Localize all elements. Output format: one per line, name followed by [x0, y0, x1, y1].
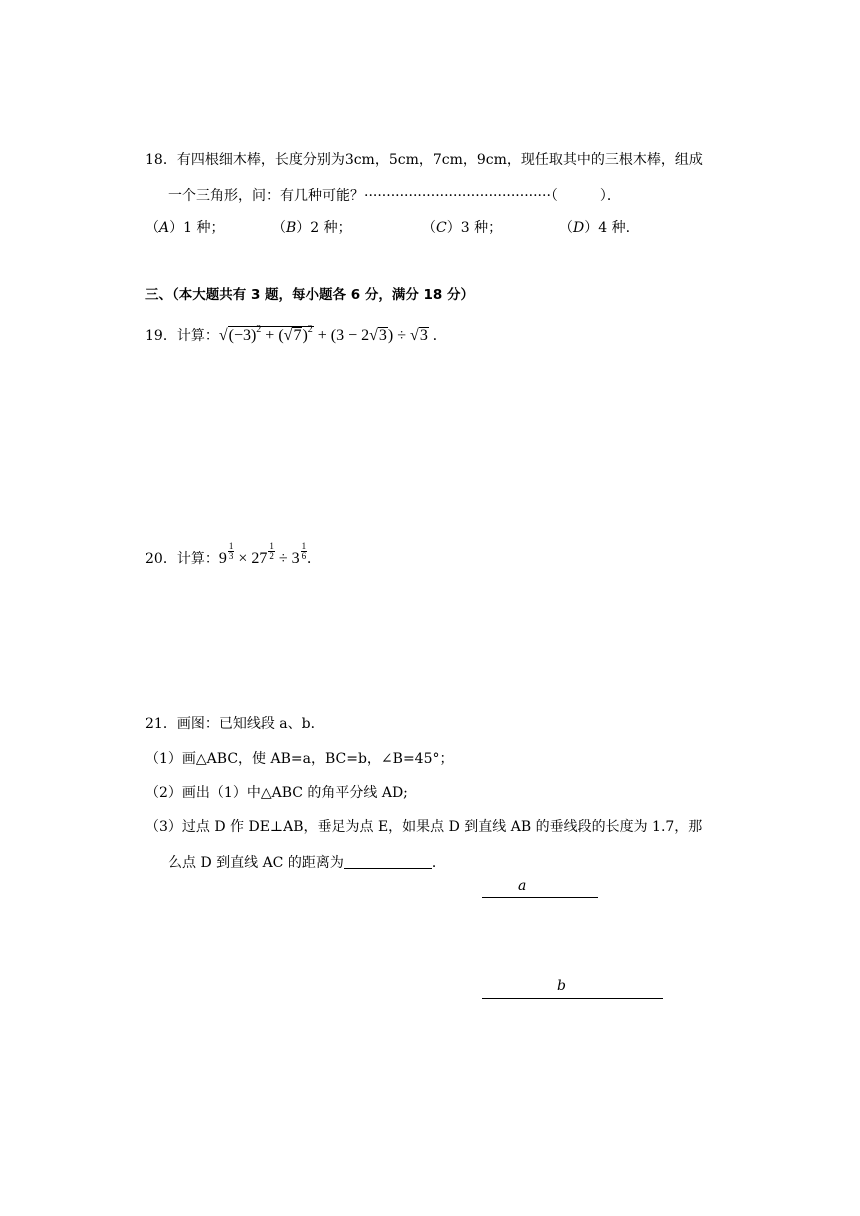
q21-step2: （2）画出（1）中△ABC 的角平分线 AD;: [145, 785, 408, 801]
option-text: 3 种；: [460, 220, 503, 236]
segment-a-label: a: [518, 878, 527, 894]
section-heading: 三、（本大题共有 3 题，每小题各 6 分，满分 18 分）: [145, 287, 475, 303]
option-letter: D: [573, 220, 585, 236]
answer-blank: [344, 856, 432, 869]
q18-option-a: （A）1 种；: [145, 220, 225, 236]
option-letter: C: [436, 220, 447, 236]
q21-step3-line2: 么点 D 到直线 AC 的距离为 ．: [168, 855, 446, 871]
q18-line2: 一个三角形，问：有几种可能？··········································（ ）．: [168, 188, 621, 204]
q21-step3-text: 么点 D 到直线 AC 的距离为: [168, 855, 344, 871]
q20-prefix: 20．计算：: [145, 551, 219, 567]
q18-option-d: （D）4 种.: [559, 220, 631, 236]
q18-line1: 18．有四根细木棒，长度分别为3cm，5cm，7cm，9cm，现任取其中的三根木棒，组成: [145, 152, 703, 168]
q18-option-b: （B）2 种；: [272, 220, 352, 236]
q19-expression: $√(-3)^2 + (√7)^2 + (3 - 2√3) \div √3$ .: [218, 324, 437, 344]
q20-expression: 9 $\frac{1}{3}$ × 27 $\frac{1}{2}$ ÷ 3 $\frac{1}{6}$ .: [218, 541, 312, 567]
sqrt-radicand: $(-3)^2 + (√7)^2$: [228, 324, 313, 344]
q21-line1: 21．画图：已知线段 a、b．: [145, 716, 325, 732]
q21-step1: （1）画△ABC，使 AB=a，BC=b，∠B=45°；: [145, 751, 454, 767]
option-text: 2 种；: [310, 220, 352, 236]
option-text: 1 种；: [183, 220, 225, 236]
segment-b-label: b: [557, 978, 566, 994]
q19-prefix: 19．计算：: [145, 328, 219, 344]
exponent-fraction: $\frac{1}{3}$: [228, 541, 234, 562]
option-letter: B: [286, 220, 297, 236]
q19: [145, 326, 437, 344]
exponent-fraction: $\frac{1}{6}$: [301, 541, 307, 562]
sqrt-sign: √: [218, 327, 228, 344]
q21-step3-line1: （3）过点 D 作 DE⊥AB，垂足为点 E，如果点 D 到直线 AB 的垂线段的长度为 1.7，那: [145, 819, 703, 835]
segment-a-line: [482, 897, 598, 898]
segment-b-line: [482, 998, 663, 999]
q18-option-c: （C）3 种；: [422, 220, 503, 236]
option-text: 4 种.: [598, 220, 631, 236]
option-letter: A: [159, 220, 170, 236]
exponent-fraction: $\frac{1}{2}$: [269, 541, 274, 562]
q20: [145, 541, 312, 576]
